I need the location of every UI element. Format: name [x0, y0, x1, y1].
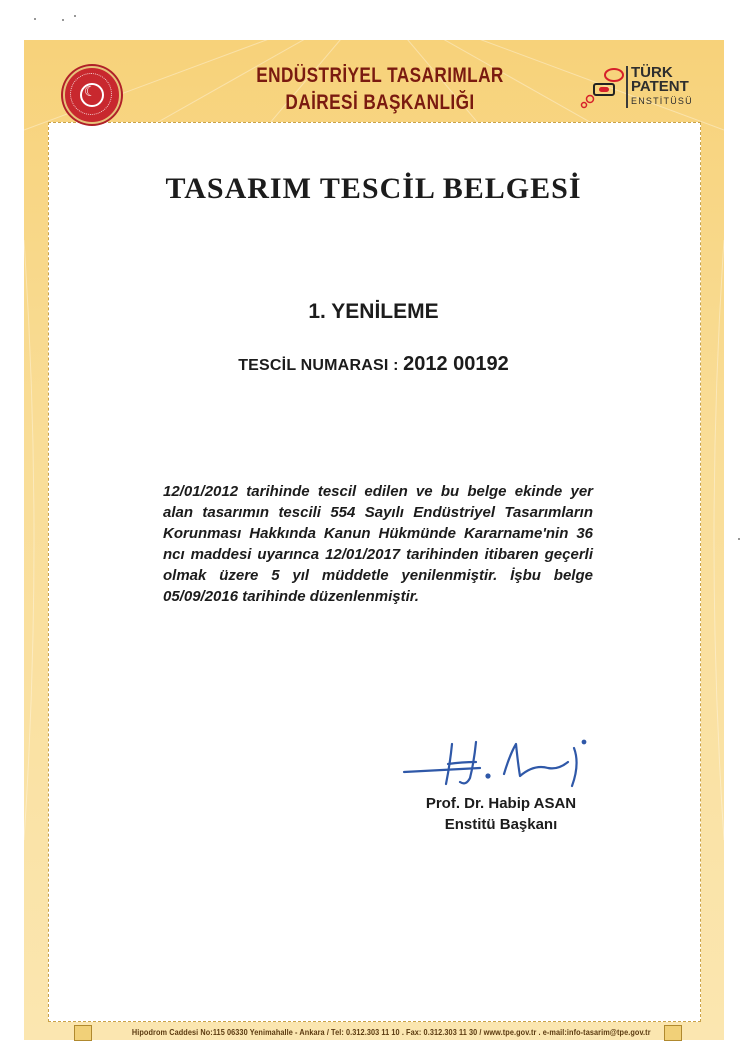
republic-seal-emblem — [63, 66, 121, 124]
registration-number-label: TESCİL NUMARASI : — [238, 357, 399, 374]
tpe-wordmark-line1: TÜRK — [631, 64, 673, 81]
crescent-star-icon: ☾ — [84, 84, 97, 100]
certificate-title: TASARIM TESCİL BELGESİ — [165, 172, 582, 205]
department-title-line2: DAİRESİ BAŞKANLIĞI — [285, 91, 475, 114]
signatory-name: Prof. Dr. Habip ASAN — [425, 795, 577, 812]
certificate-statement — [163, 481, 593, 607]
signatory-block — [396, 793, 606, 835]
footer-address: Hipodrom Caddesi No:115 06330 Yenimahalle - Ankara / Tel: 0.312.303 11 10 . Fax: 0.312.303 11 30 / www.tpe.gov.tr . e-mail:info-tasarim@tpe.gov.tr — [131, 1027, 651, 1037]
tpe-wordmark — [626, 66, 693, 108]
handwritten-signature — [400, 734, 600, 790]
scan-speck — [62, 19, 64, 21]
tpe-mark-icon — [580, 66, 626, 112]
statement-line: Endüstriyel Tasarımların Korunması Hakkında Kanun — [163, 504, 594, 542]
statement-line: Hükmünde Kararname'nin 36 ncı maddesi uyarınca — [163, 525, 594, 563]
statement-line: ekinde yer alan tasarımın tescili 554 Sayılı — [163, 483, 593, 521]
department-title — [232, 62, 527, 116]
scan-speck — [34, 18, 36, 20]
statement-line: 12/01/2017 tarihinden itibaren geçerli olmak üzere — [163, 546, 593, 584]
department-title-line1: ENDÜSTRİYEL TASARIMLAR — [256, 64, 504, 87]
footer-bar — [70, 1024, 684, 1044]
statement-line: tarihinde düzenlenmiştir. — [242, 588, 419, 605]
turk-patent-logo — [580, 66, 710, 114]
footer-logo-icon — [74, 1025, 92, 1041]
signatory-position: Enstitü Başkanı — [444, 816, 558, 833]
scan-speck — [738, 538, 740, 540]
statement-line: 12/01/2012 tarihinde tescil edilen ve bu belge — [163, 483, 507, 500]
scan-speck — [74, 15, 76, 17]
statement-line: 5 yıl müddetle yenilenmiştir. İşbu belge 05/09/2016 — [163, 567, 593, 605]
registration-number-line — [48, 353, 699, 376]
tpe-wordmark-line3: ENSTİTÜSÜ — [631, 96, 693, 106]
registration-number-value: 2012 00192 — [403, 353, 509, 375]
renewal-heading: 1. YENİLEME — [308, 300, 439, 323]
tpe-wordmark-line2: PATENT — [631, 78, 689, 95]
footer-logo-icon — [664, 1025, 682, 1041]
